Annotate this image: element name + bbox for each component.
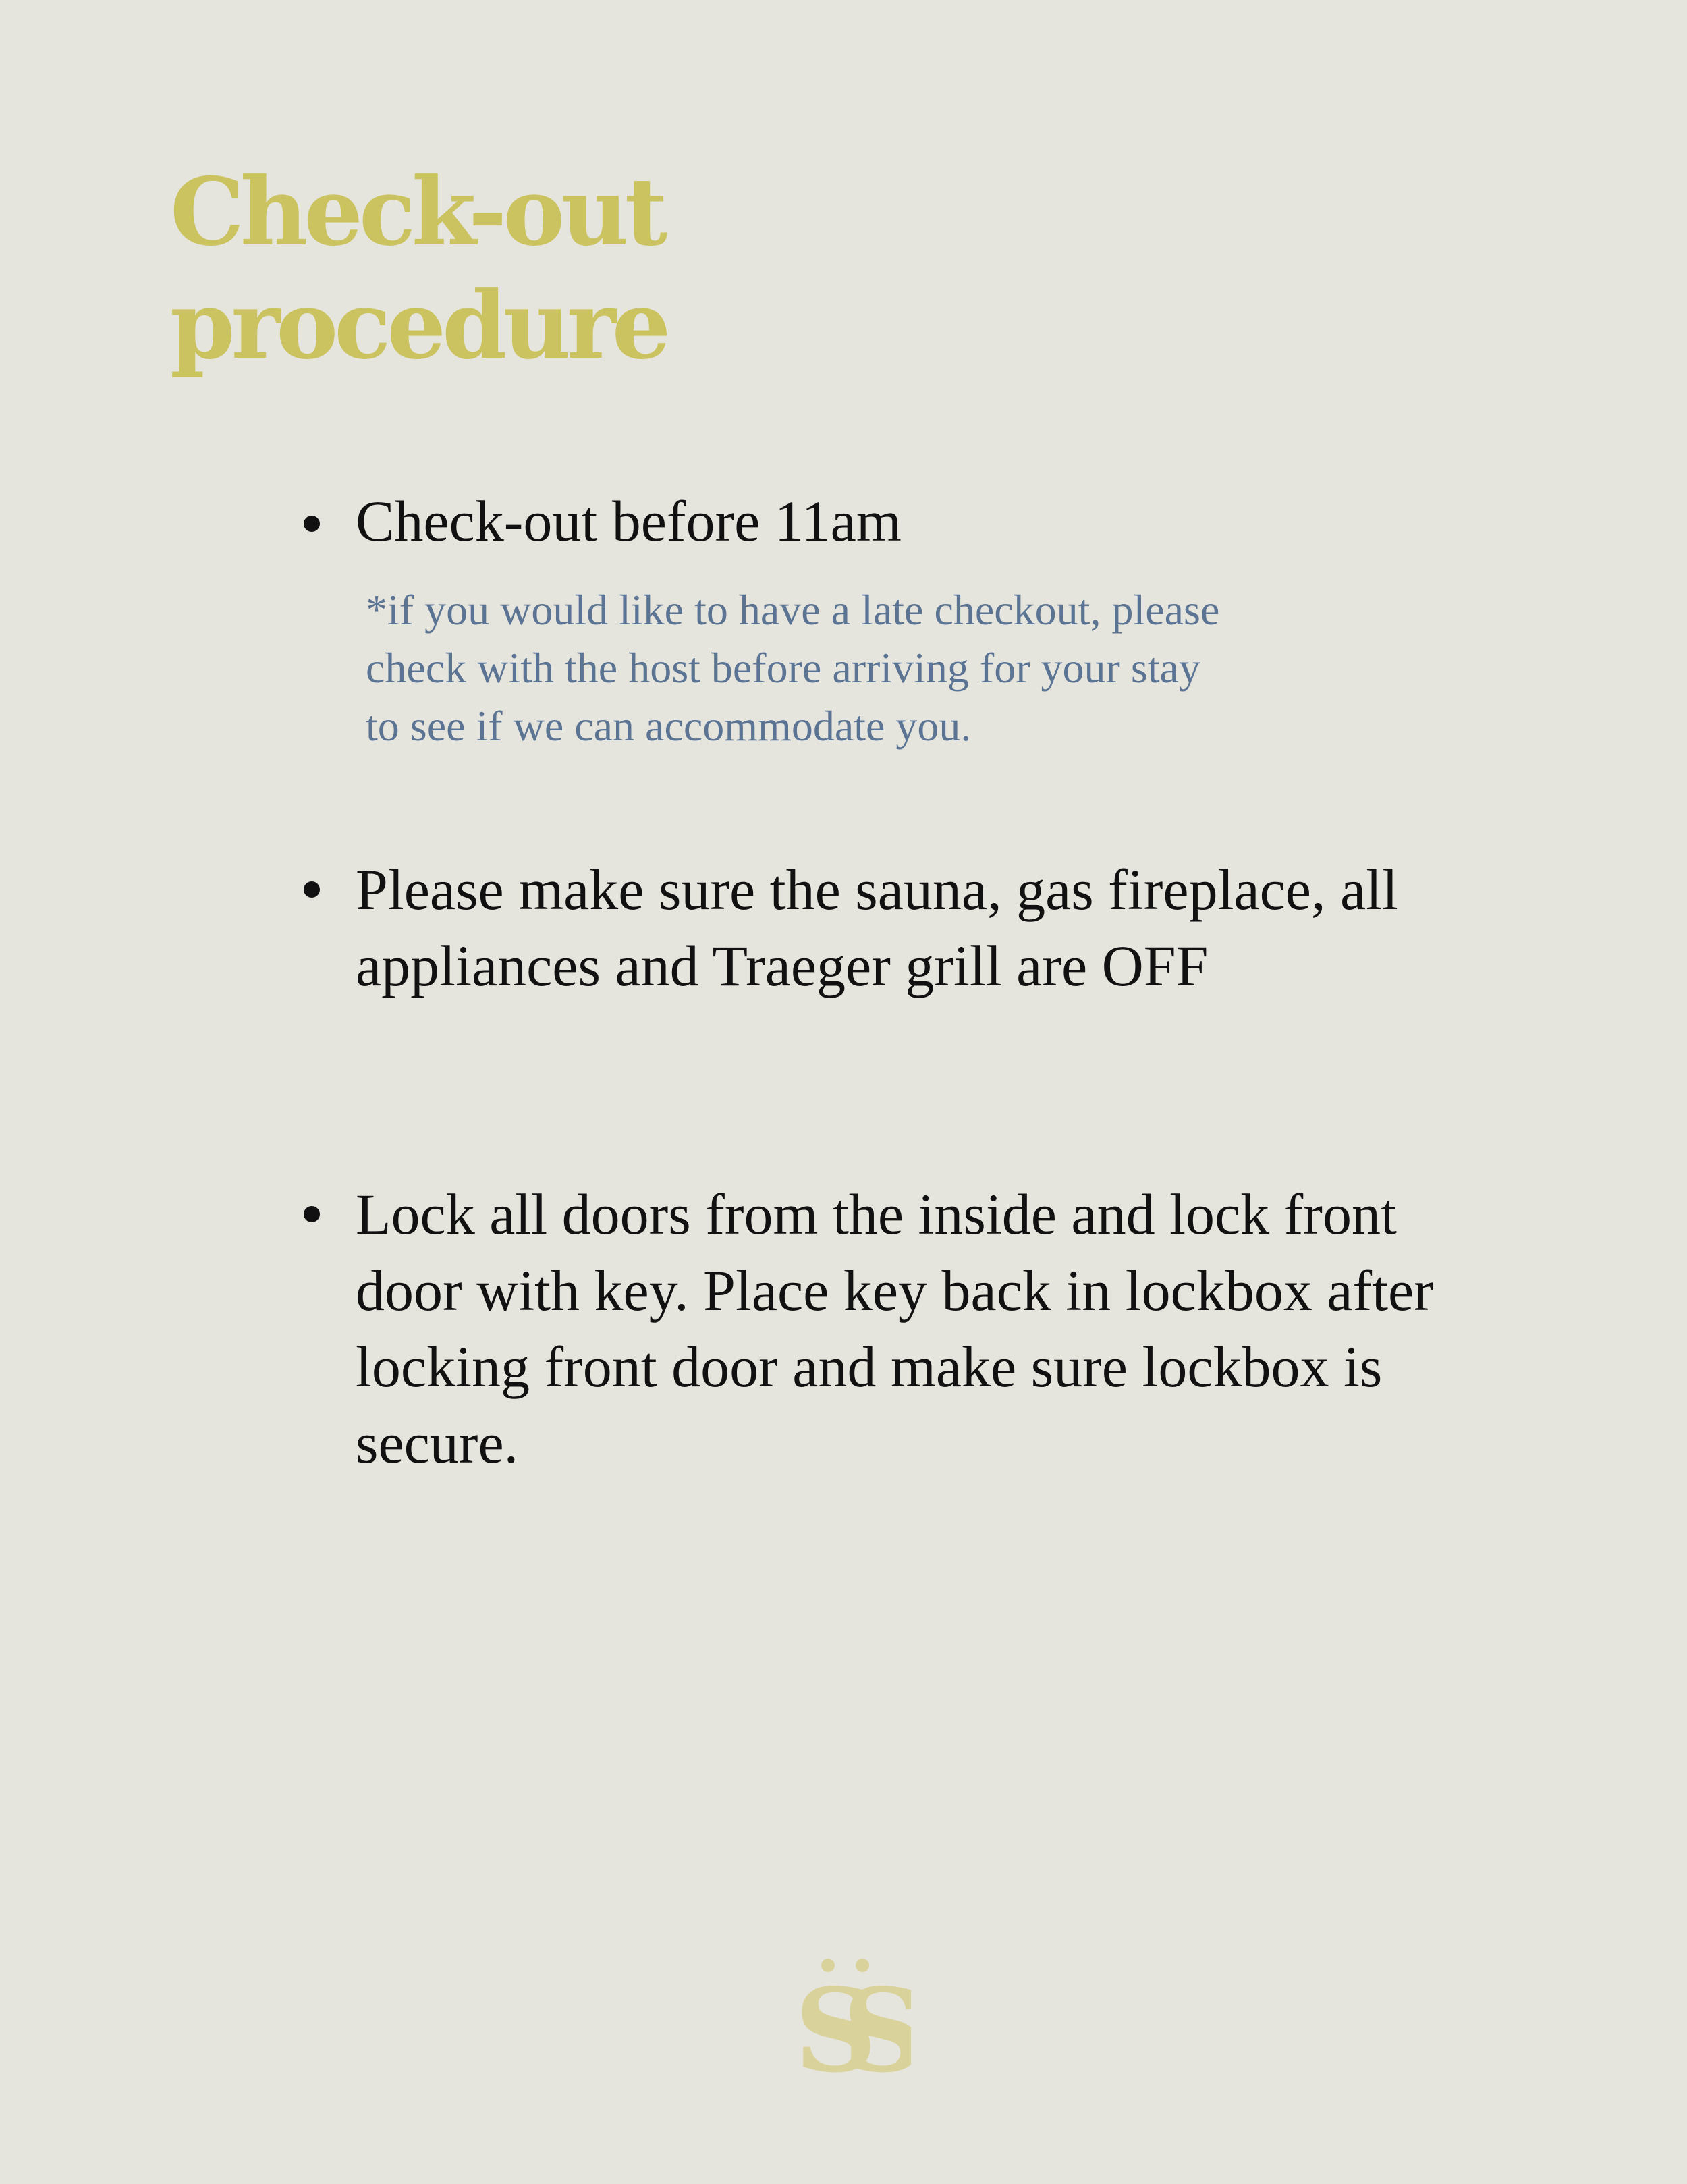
ss-monogram-logo-icon: [776, 1950, 911, 2079]
list-item-text-line: door with key. Place key back in lockbox after: [356, 1258, 1433, 1323]
list-item-text: [356, 1176, 1433, 1481]
list-item-text-line: Check-out before 11am: [356, 489, 902, 553]
note-line: check with the host before arriving for your stay: [366, 644, 1200, 692]
list-item-text: [356, 483, 902, 559]
list-item-text-line: Please make sure the sauna, gas fireplace, all: [356, 857, 1398, 922]
page-title: [170, 155, 667, 382]
list-item-text-line: Lock all doors from the inside and lock front: [356, 1182, 1397, 1247]
page-title-line-2: procedure: [170, 270, 667, 380]
logo-text: SS: [794, 1963, 893, 2079]
list-item-text-line: appliances and Traeger grill are OFF: [356, 933, 1209, 998]
bullet-icon: [304, 881, 320, 898]
list-item-text: [356, 852, 1398, 1004]
bullet-icon: [304, 516, 320, 532]
page-title-line-1: Check-out: [170, 157, 664, 267]
note-line: to see if we can accommodate you.: [366, 702, 972, 750]
list-item-text-line: locking front door and make sure lockbox is: [356, 1334, 1383, 1399]
bullet-icon: [304, 1206, 320, 1222]
list-item-text-line: secure.: [356, 1411, 519, 1475]
note-line: *if you would like to have a late checkout, please: [366, 586, 1220, 634]
late-checkout-note: [366, 581, 1219, 755]
